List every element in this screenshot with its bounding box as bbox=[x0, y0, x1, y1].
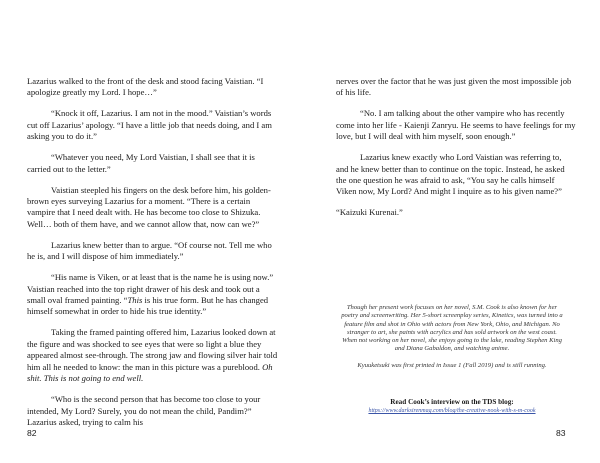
paragraph: Lazarius walked to the front of the desk and stood facing Vaistian. “I apologize greatly my Lord. I hope…” bbox=[27, 76, 264, 98]
author-bio bbox=[340, 304, 564, 378]
paragraph bbox=[27, 272, 279, 318]
left-text-column bbox=[27, 76, 279, 438]
paragraph-text: Taking the framed painting offered him, Lazarius looked down at the figure and was shocked to see eyes that were so light a blue they appeared almost see-through. The strong jaw and flowing silver hair told him all he needed to know: the man in this picture was a pureblood. bbox=[27, 327, 278, 372]
bio-text: Though her present work focuses on her novel, S.M. Cook is also known for her poetry and screenwriting. Her 5-short screenplay series, Kinetics, was turned into a feature film and shot in Ohio with actors from New York, Ohio, and Michigan. No stranger to art, she paints with acrylics and has sold artwork on the west coast. When not working on her novel, she enjoys going to the lake, reading Stephen King and Diana Gabaldon, and watching anime. bbox=[341, 304, 563, 353]
italic-thought: Oh shit. This is not going to end well. bbox=[27, 361, 273, 384]
paragraph: Lazarius knew exactly who Lord Vaistian was referring to, and he knew better than to continue on the topic. Instead, he asked the one question he was afraid to ask, “You say he calls himself Viken now, My Lord? And might I inquire as to his given name?” bbox=[336, 152, 565, 197]
right-text-column bbox=[336, 76, 576, 228]
paragraph: “Kaizuki Kurenai.” bbox=[336, 207, 403, 218]
page-number: 82 bbox=[27, 428, 37, 438]
paragraph-text: “ bbox=[123, 295, 128, 306]
blog-callout bbox=[340, 398, 564, 416]
paragraph-text: “His name is Viken, or at least that is the name he is using now.” Vaistian reached into the top right drawer of his desk and took out a small oval framed painting. bbox=[27, 272, 274, 306]
paragraph: “Whatever you need, My Lord Vaistian, I shall see that it is carried out to the letter.” bbox=[27, 152, 255, 174]
paragraph-continuation: nerves over the factor that he was just given the most impossible job of his life. bbox=[336, 76, 572, 98]
paragraph: Vaistian steepled his fingers on the desk before him, his golden-brown eyes surveying Lazarius for a moment. “There is a certain vampire that I need dealt with. He has become too close to Shizuka. Well… both of them have, and we cannot allow that, now can we?” bbox=[27, 184, 271, 229]
page-number: 83 bbox=[556, 428, 566, 438]
right-page bbox=[300, 0, 600, 463]
paragraph-text: is his true form. But he has changed himself somewhat in order to hide his true identity.” bbox=[27, 295, 269, 317]
italic-emphasis: This bbox=[127, 295, 143, 306]
paragraph: Lazarius knew better than to argue. “Of course not. Tell me who he is, and I will dispose of him immediately.” bbox=[27, 239, 272, 262]
paragraph bbox=[27, 327, 279, 384]
blog-heading: Read Cook’s interview on the TDS blog: bbox=[390, 398, 514, 406]
paragraph: “No. I am talking about the other vampire who has recently come into her life - Kaienji Zanryu. He seems to have feelings for my love, but I will deal with him myself, soon enough.” bbox=[336, 108, 576, 142]
blog-link[interactable]: https://www.darksirenmag.com/blog/the-creative-nook-with-s-m-cook bbox=[368, 408, 536, 415]
paragraph: “Who is the second person that has become too close to your intended, My Lord? Surely, you do not mean the child, Pandim?” Lazarius asked, trying to calm his bbox=[27, 394, 261, 427]
paragraph: “Knock it off, Lazarius. I am not in the mood.” Vaistian’s words cut off Lazarius’ apology. “I have a little job that needs doing, and I am asking you to do it.” bbox=[27, 108, 272, 142]
publication-note: Kyuuketsuki was first printed in Issue 1 (Fall 2019) and is still running. bbox=[357, 361, 547, 369]
